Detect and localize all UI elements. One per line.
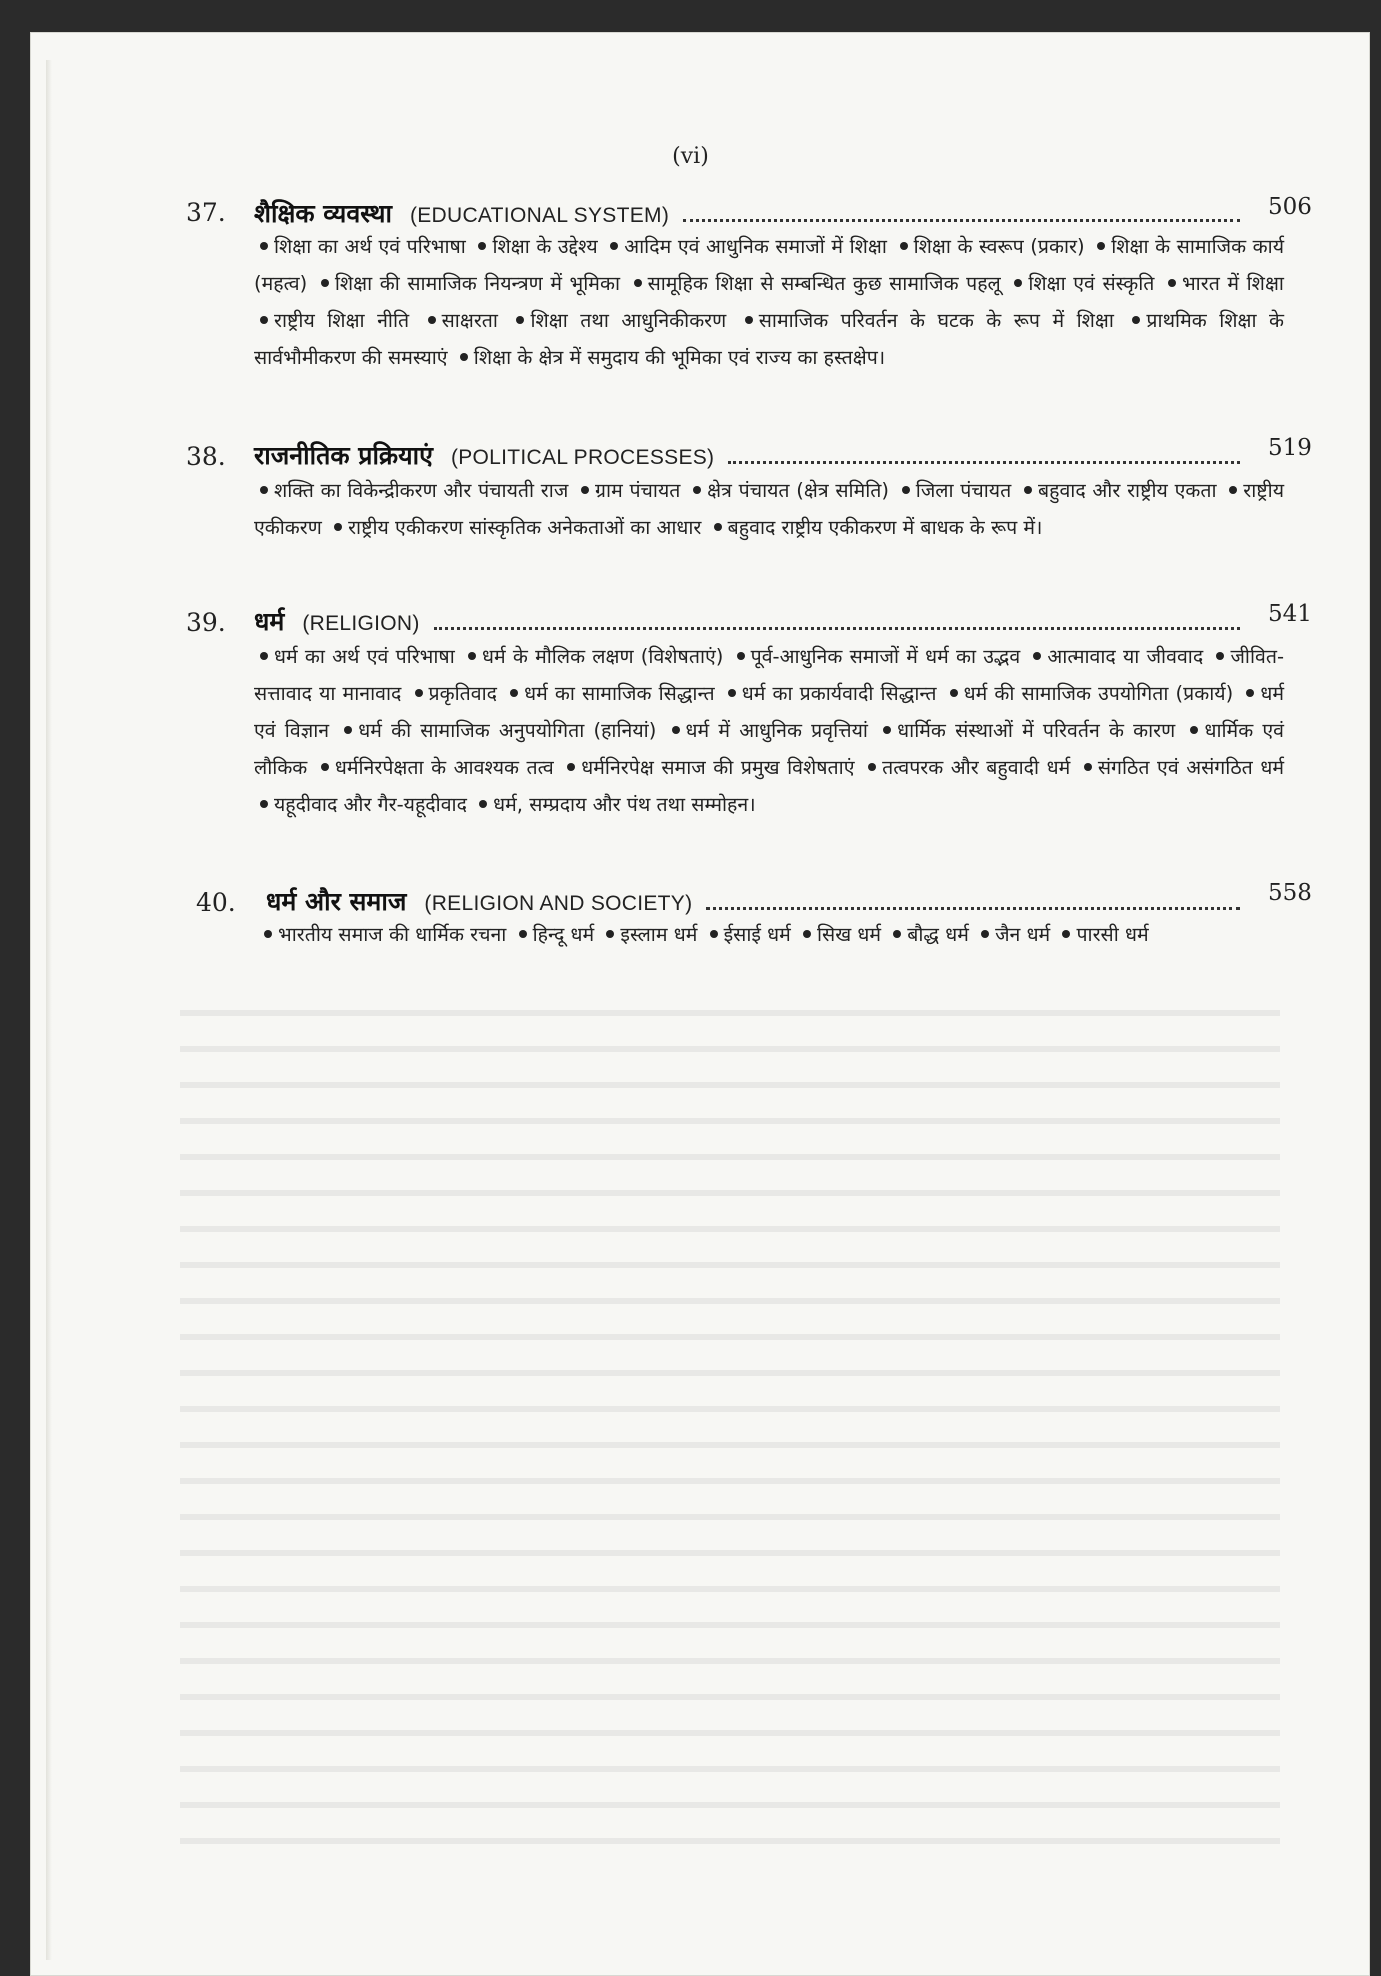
bullet-icon [264,930,272,938]
topic: तत्वपरक और बहुवादी धर्म [882,756,1071,779]
entry-page-ref: 506 [1268,194,1312,220]
bullet-icon [321,763,329,771]
topic: शक्ति का विकेन्द्रीकरण और पंचायती राज [274,479,569,502]
bullet-icon [634,279,642,287]
bullet-icon [567,763,575,771]
bullet-icon [1033,652,1041,660]
bullet-icon [260,486,268,494]
topic: भारतीय समाज की धार्मिक रचना [278,923,507,946]
page-edge-shadow [46,60,52,1960]
entry-title-hindi: धर्म और समाज [266,887,407,916]
bullet-icon [1216,652,1224,660]
bullet-icon [900,242,908,250]
bullet-icon [950,689,958,697]
entry-title-english: (RELIGION AND SOCIETY) [424,892,693,915]
dot-leader [706,893,1240,910]
dot-leader [683,205,1240,222]
topic: शिक्षा के उद्देश्य [492,235,598,258]
bullet-icon [1084,763,1092,771]
dot-leader [434,613,1240,630]
entry-topics [258,916,1298,953]
bullet-icon [693,486,701,494]
topic: शिक्षा के क्षेत्र में समुदाय की भूमिका एवं राज्य का हस्तक्षेप। [473,346,886,369]
topic: धर्म का सामाजिक सिद्धान्त [524,682,715,705]
topic: शिक्षा के स्वरूप (प्रकार) [913,235,1085,258]
entry-number: 40. [196,888,236,917]
bullet-icon [260,316,268,324]
bullet-icon [581,486,589,494]
topic: शिक्षा का अर्थ एवं परिभाषा [274,235,466,258]
topic: धर्म का प्रकार्यवादी सिद्धान्त [741,682,937,705]
entry-title-english: (RELIGION) [302,612,420,635]
page-number: (vi) [672,144,709,169]
bullet-icon [981,930,989,938]
topic: धर्म में आधुनिक प्रवृत्तियां [685,719,868,742]
topic: धार्मिक संस्थाओं में परिवर्तन के कारण [897,719,1176,742]
bullet-icon [745,316,753,324]
entry-number: 39. [186,608,226,637]
topic: भारत में शिक्षा [1181,272,1284,295]
entry-page-ref: 519 [1268,435,1312,461]
bullet-icon [893,930,901,938]
bullet-icon [479,800,487,808]
bullet-icon [519,930,527,938]
bullet-icon [1190,726,1198,734]
topic: सामाजिक परिवर्तन के घटक के रूप में शिक्षा [758,309,1114,332]
bullet-icon [321,279,329,287]
topic: हिन्दू धर्म [532,923,595,946]
bullet-icon [415,689,423,697]
topic: संगठित एवं असंगठित धर्म [1097,756,1284,779]
topic: सिख धर्म [817,923,882,946]
topic: शिक्षा तथा आधुनिकीकरण [530,309,727,332]
bullet-icon [1168,279,1176,287]
topic: धर्मनिरपेक्ष समाज की प्रमुख विशेषताएं [581,756,855,779]
bullet-icon [334,523,342,531]
bullet-icon [868,763,876,771]
bullet-icon [478,242,486,250]
bullet-icon [883,726,891,734]
bullet-icon [516,316,524,324]
bullet-icon [737,652,745,660]
topic: क्षेत्र पंचायत (क्षेत्र समिति) [707,479,890,502]
topic: धार्मिक एवं लौकिक [254,719,1284,779]
bullet-icon [510,689,518,697]
topic: आदिम एवं आधुनिक समाजों में शिक्षा [624,235,887,258]
entry-title-english: (POLITICAL PROCESSES) [450,446,715,469]
entry-page-ref: 558 [1268,880,1312,906]
topic: राष्ट्रीय एकीकरण [254,479,1285,539]
bullet-icon [260,800,268,808]
topic: प्राथमिक शिक्षा के सार्वभौमीकरण की समस्याएं [254,309,1284,369]
bullet-icon [1246,689,1254,697]
topic: ईसाई धर्म [723,923,791,946]
bullet-icon [260,652,268,660]
topic: राष्ट्रीय शिक्षा नीति [274,309,410,332]
topic: बौद्ध धर्म [907,923,969,946]
topic: शिक्षा की सामाजिक नियन्त्रण में भूमिका [334,272,620,295]
topic: शिक्षा एवं संस्कृति [1028,272,1155,295]
bullet-icon [428,316,436,324]
topic: धर्म, सम्प्रदाय और पंथ तथा सम्मोहन। [493,793,756,816]
dot-leader [728,447,1240,464]
topic: प्रकृतिवाद [428,682,497,705]
bullet-icon [344,726,352,734]
bullet-icon [1014,279,1022,287]
entry-topics [254,638,1284,823]
topic: राष्ट्रीय एकीकरण सांस्कृतिक अनेकताओं का आधार [348,516,702,539]
bullet-icon [460,353,468,361]
bullet-icon [1229,486,1237,494]
bullet-icon [1062,930,1070,938]
bullet-icon [672,726,680,734]
topic: बहुवाद और राष्ट्रीय एकता [1037,479,1217,502]
bleed-through-text [180,980,1280,1860]
topic: धर्म एवं विज्ञान [254,682,1284,742]
topic: शिक्षा के सामाजिक कार्य (महत्व) [254,235,1285,295]
bullet-icon [1132,316,1140,324]
entry-title-hindi: धर्म [254,607,285,636]
entry-title-hindi: राजनीतिक प्रक्रियाएं [254,441,433,470]
topic: धर्म का अर्थ एवं परिभाषा [274,645,455,668]
topic: साक्षरता [441,309,498,332]
topic: सामूहिक शिक्षा से सम्बन्धित कुछ सामाजिक पहलू [647,272,1001,295]
bullet-icon [803,930,811,938]
entry-page-ref: 541 [1268,601,1312,627]
topic: जैन धर्म [995,923,1051,946]
topic: पारसी धर्म [1076,923,1149,946]
topic: यहूदीवाद और गैर-यहूदीवाद [274,793,467,816]
bullet-icon [902,486,910,494]
entry-number: 38. [186,442,226,471]
topic: धर्मनिरपेक्षता के आवश्यक तत्व [334,756,554,779]
topic: आत्मावाद या जीववाद [1047,645,1204,668]
bullet-icon [714,523,722,531]
bullet-icon [1024,486,1032,494]
bullet-icon [728,689,736,697]
topic: धर्म की सामाजिक अनुपयोगिता (हानियां) [358,719,657,742]
bullet-icon [710,930,718,938]
topic: जीवित-सत्तावाद या मानावाद [254,645,1285,705]
bullet-icon [260,242,268,250]
bullet-icon [468,652,476,660]
entry-title-english: (EDUCATIONAL SYSTEM) [409,204,670,227]
bullet-icon [610,242,618,250]
topic: जिला पंचायत [915,479,1012,502]
bullet-icon [1097,242,1105,250]
entry-topics [254,228,1284,376]
entry-number: 37. [186,198,226,227]
topic: धर्म की सामाजिक उपयोगिता (प्रकार्य) [963,682,1234,705]
bullet-icon [606,930,614,938]
topic: ग्राम पंचायत [595,479,681,502]
entry-title-hindi: शैक्षिक व्यवस्था [254,199,392,228]
topic: इस्लाम धर्म [620,923,698,946]
topic: धर्म के मौलिक लक्षण (विशेषताएं) [482,645,724,668]
topic: पूर्व-आधुनिक समाजों में धर्म का उद्भव [750,645,1021,668]
topic: बहुवाद राष्ट्रीय एकीकरण में बाधक के रूप में। [727,516,1043,539]
entry-topics [254,472,1284,546]
